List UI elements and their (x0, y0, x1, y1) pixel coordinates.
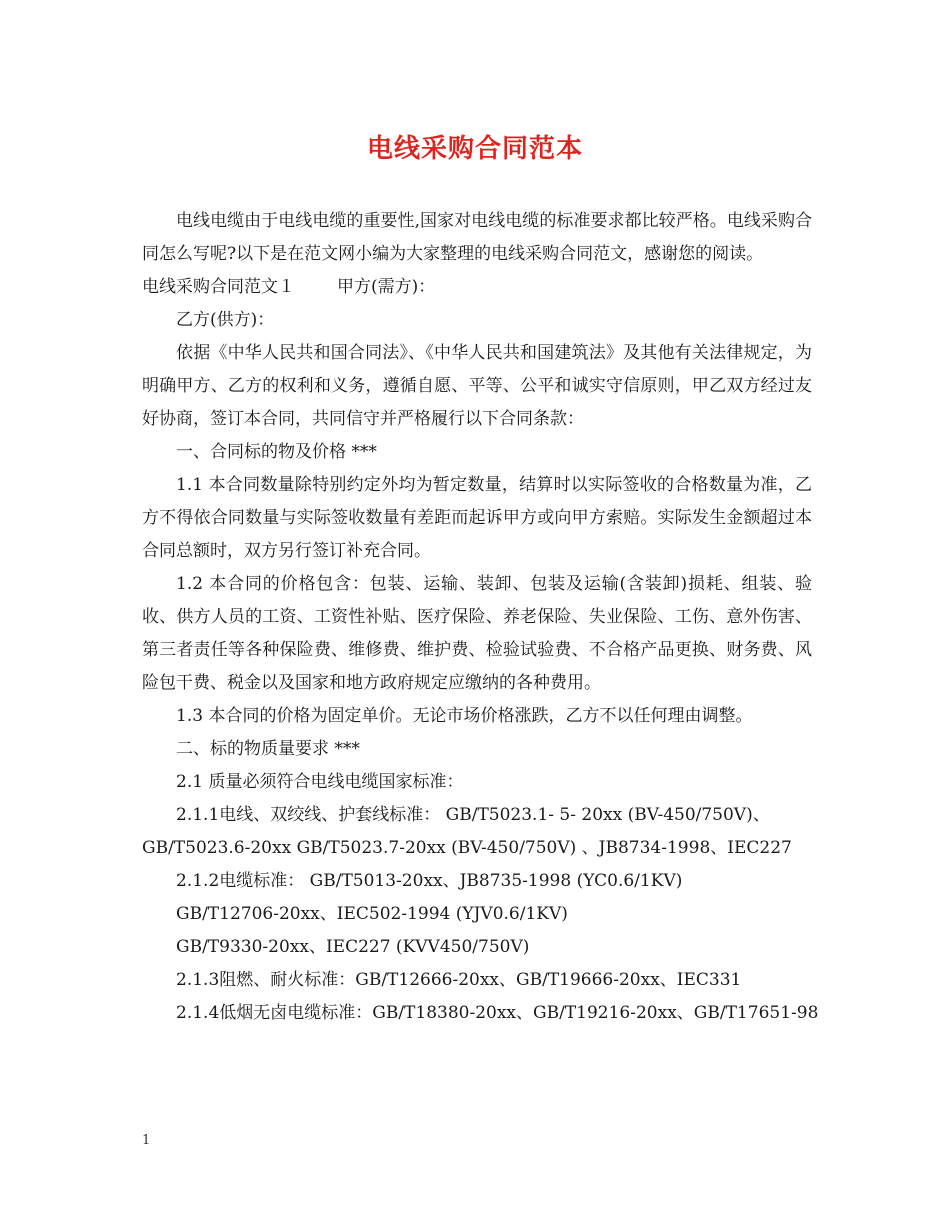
section-1-heading: 一、合同标的物及价格 *** (176, 442, 377, 462)
document-title: 电线采购合同范本 (366, 134, 583, 164)
clause-2-1-1-line-1: 2.1.1电线、双绞线、护套线标准： GB/T5023.1- 5- 20xx (BV-450/750V)、 (176, 805, 770, 825)
sample-heading-line (142, 271, 812, 304)
document-body (142, 205, 819, 1030)
party-a-label: 甲方(需方)： (337, 277, 436, 297)
clause-1-1: 1.1 本合同数量除特别约定外均为暂定数量，结算时以实际签收的合格数量为准，乙方不得依合同数量与实际签收数量有差距而起诉甲方或向甲方索赔。实际发生金额超过本合同总额时，双方另行签订补充合同。 (142, 475, 812, 561)
legal-basis-paragraph: 依据《中华人民共和国合同法》、《中华人民共和国建筑法》及其他有关法律规定，为明确甲方、乙方的权利和义务，遵循自愿、平等、公平和诚实守信原则，甲乙双方经过友好协商，签订本合同，共同信守并严格履行以下合同条款： (142, 343, 812, 429)
clause-2-1-2-line-3: GB/T9330-20xx、IEC227 (KVV450/750V) (176, 937, 530, 957)
intro-paragraph: 电线电缆由于电线电缆的重要性,国家对电线电缆的标准要求都比较严格。电线采购合同怎么写呢?以下是在范文网小编为大家整理的电线采购合同范文，感谢您的阅读。 (142, 211, 812, 264)
clause-2-1: 2.1 质量必须符合电线电缆国家标准： (176, 772, 464, 792)
party-b-label: 乙方(供方)： (176, 310, 275, 330)
clause-2-1-3: 2.1.3阻燃、耐火标准：GB/T12666-20xx、GB/T19666-20xx、IEC331 (176, 970, 742, 990)
clause-1-3: 1.3 本合同的价格为固定单价。无论市场价格涨跌，乙方不以任何理由调整。 (176, 706, 753, 726)
clause-2-1-2-line-2: GB/T12706-20xx、IEC502-1994 (YJV0.6/1KV) (176, 904, 568, 924)
section-2-heading: 二、标的物质量要求 *** (176, 739, 360, 759)
sample-label: 电线采购合同范文１ (142, 277, 295, 297)
clause-2-1-2-line-1: 2.1.2电缆标准： GB/T5013-20xx、JB8735-1998 (YC0.6/1KV) (176, 871, 683, 891)
clause-1-2: 1.2 本合同的价格包含：包装、运输、装卸、包装及运输(含装卸)损耗、组装、验收、供方人员的工资、工资性补贴、医疗保险、养老保险、失业保险、工伤、意外伤害、第三者责任等各种保险费、维修费、维护费、检验试验费、不合格产品更换、财务费、风险包干费、税金以及国家和地方政府规定应缴纳的各种费用。 (142, 574, 812, 693)
page-number: 1 (142, 1133, 151, 1148)
clause-2-1-4: 2.1.4低烟无卤电缆标准：GB/T18380-20xx、GB/T19216-20xx、GB/T17651-98 (176, 1003, 819, 1023)
clause-2-1-1-line-2: GB/T5023.6-20xx GB/T5023.7-20xx (BV-450/750V) 、JB8734-1998、IEC227 (142, 838, 792, 858)
